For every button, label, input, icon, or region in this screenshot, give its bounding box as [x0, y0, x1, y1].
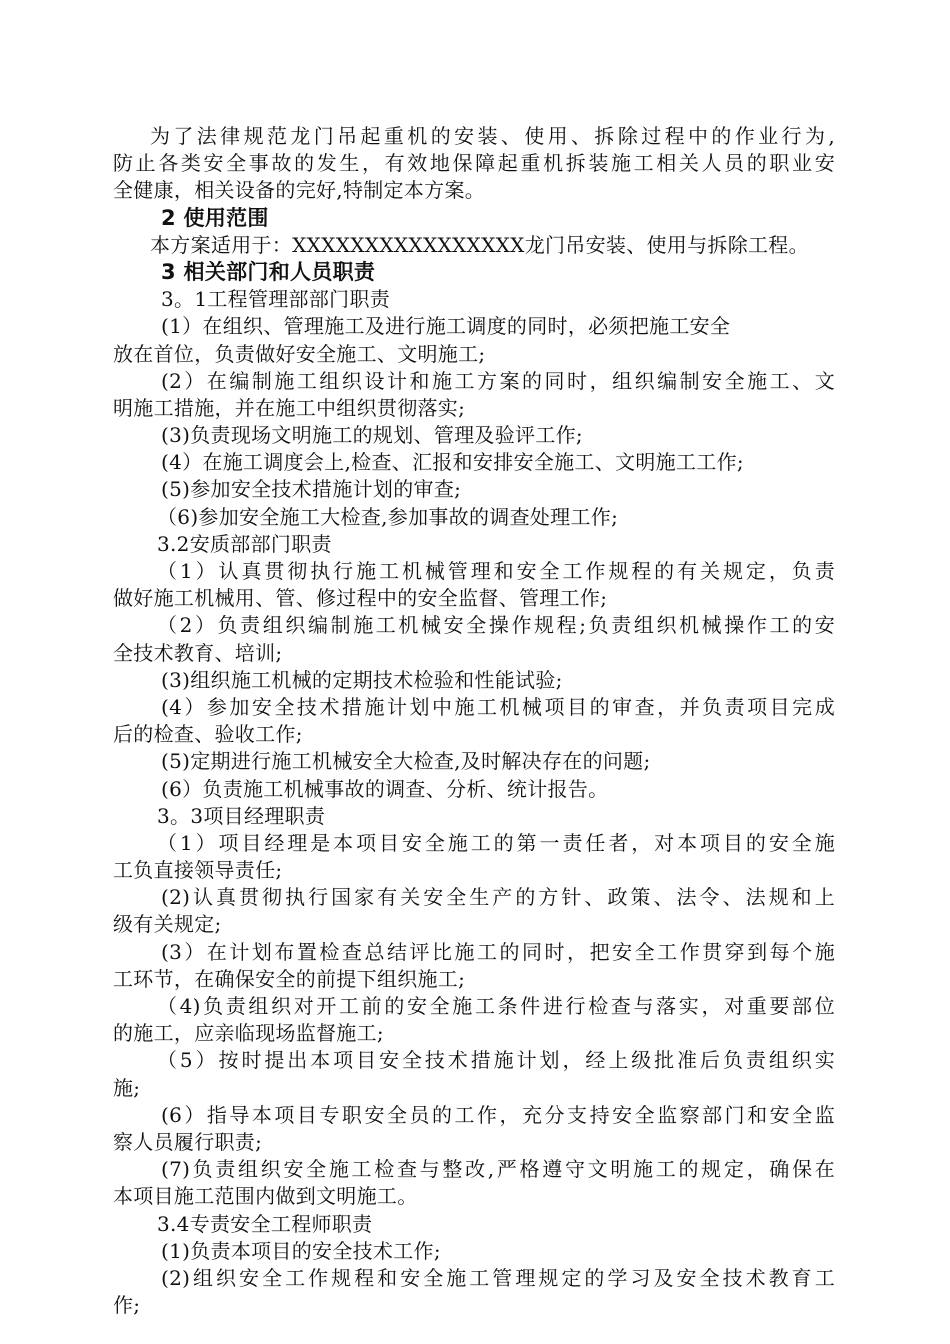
intro-paragraph-line: 为了法律规范龙门吊起重机的安装、使用、拆除过程中的作业行为, — [150, 124, 835, 148]
intro-paragraph-line: 防止各类安全事故的发生，有效地保障起重机拆装施工相关人员的职业安 — [113, 151, 835, 176]
body-line: （1）项目经理是本项目安全施工的第一责任者，对本项目的安全施 — [157, 830, 835, 855]
body-line: 作; — [113, 1293, 141, 1318]
body-line: 工负直接领导责任; — [113, 858, 283, 883]
subsection-title: 3.2安质部部门职责 — [157, 531, 332, 556]
body-line: (5)参加安全技术措施计划的审查; — [161, 477, 462, 502]
body-line: （2）负责组织编制施工机械安全操作规程;负责组织机械操作工的安 — [157, 613, 835, 638]
body-line: 级有关规定; — [113, 912, 222, 937]
body-line: (1）在组织、管理施工及进行施工调度的同时，必须把施工安全 — [161, 314, 731, 339]
body-line: (4）参加安全技术措施计划中施工机械项目的审查，并负责项目完成 — [161, 694, 835, 719]
document-page — [113, 123, 835, 1319]
body-line: 明施工措施，并在施工中组织贯彻落实; — [113, 395, 466, 420]
body-line: （4)负责组织对开工前的安全施工条件进行检查与落实，对重要部位 — [157, 994, 835, 1018]
intro-paragraph-line: 全健康，相关设备的完好,特制定本方案。 — [113, 178, 486, 203]
body-line: (7)负责组织安全施工检查与整改,严格遵守文明施工的规定，确保在 — [161, 1157, 835, 1182]
scope-text: 本方案适用于：XXXXXXXXXXXXXXXX龙门吊安装、使用与拆除工程。 — [150, 232, 809, 257]
body-line: 施; — [113, 1075, 141, 1100]
body-line: 后的检查、验收工作; — [113, 722, 303, 747]
body-line: 放在首位，负责做好安全施工、文明施工; — [113, 341, 486, 366]
body-line: 工环节，在确保安全的前提下组织施工; — [113, 966, 466, 991]
body-line: (3)负责现场文明施工的规划、管理及验评工作; — [161, 423, 583, 448]
body-line: (6）负责施工机械事故的调查、分析、统计报告。 — [161, 776, 609, 801]
body-line: 的施工，应亲临现场监督施工; — [113, 1021, 384, 1046]
body-line: (3)组织施工机械的定期技术检验和性能试验; — [161, 667, 563, 692]
body-line: (1)负责本项目的安全技术工作; — [161, 1238, 441, 1263]
body-line: (2)组织安全工作规程和安全施工管理规定的学习及安全技术教育工 — [161, 1265, 835, 1290]
body-line: (5)定期进行施工机械安全大检查,及时解决存在的问题; — [161, 749, 651, 774]
body-line: (6）指导本项目专职安全员的工作，充分支持安全监察部门和安全监 — [161, 1102, 835, 1127]
section-heading-responsibilities: 3 相关部门和人员职责 — [161, 259, 376, 284]
body-line: 察人员履行职责; — [113, 1129, 263, 1154]
body-line: (2）在编制施工组织设计和施工方案的同时，组织编制安全施工、文 — [161, 368, 835, 393]
body-line: 做好施工机械用、管、修过程中的安全监督、管理工作; — [113, 586, 608, 611]
body-line: 本项目施工范围内做到文明施工。 — [113, 1184, 418, 1209]
body-line: 全技术教育、培训; — [113, 640, 283, 665]
body-line: (2)认真贯彻执行国家有关安全生产的方针、政策、法令、法规和上 — [161, 885, 835, 910]
subsection-title: 3。1工程管理部部门职责 — [161, 287, 391, 312]
section-heading-scope: 2 使用范围 — [161, 205, 269, 230]
body-line: （1）认真贯彻执行施工机械管理和安全工作规程的有关规定，负责 — [157, 559, 835, 583]
body-line: (4）在施工调度会上,检查、汇报和安排安全施工、文明施工工作; — [161, 450, 744, 475]
body-line: （5）按时提出本项目安全技术措施计划，经上级批准后负责组织实 — [157, 1048, 835, 1073]
subsection-title: 3.4专责安全工程师职责 — [157, 1211, 373, 1236]
subsection-title: 3。3项目经理职责 — [157, 803, 326, 828]
body-line: （6)参加安全施工大检查,参加事故的调查处理工作; — [157, 504, 619, 529]
body-line: (3）在计划布置检查总结评比施工的同时，把安全工作贯穿到每个施 — [161, 939, 835, 964]
